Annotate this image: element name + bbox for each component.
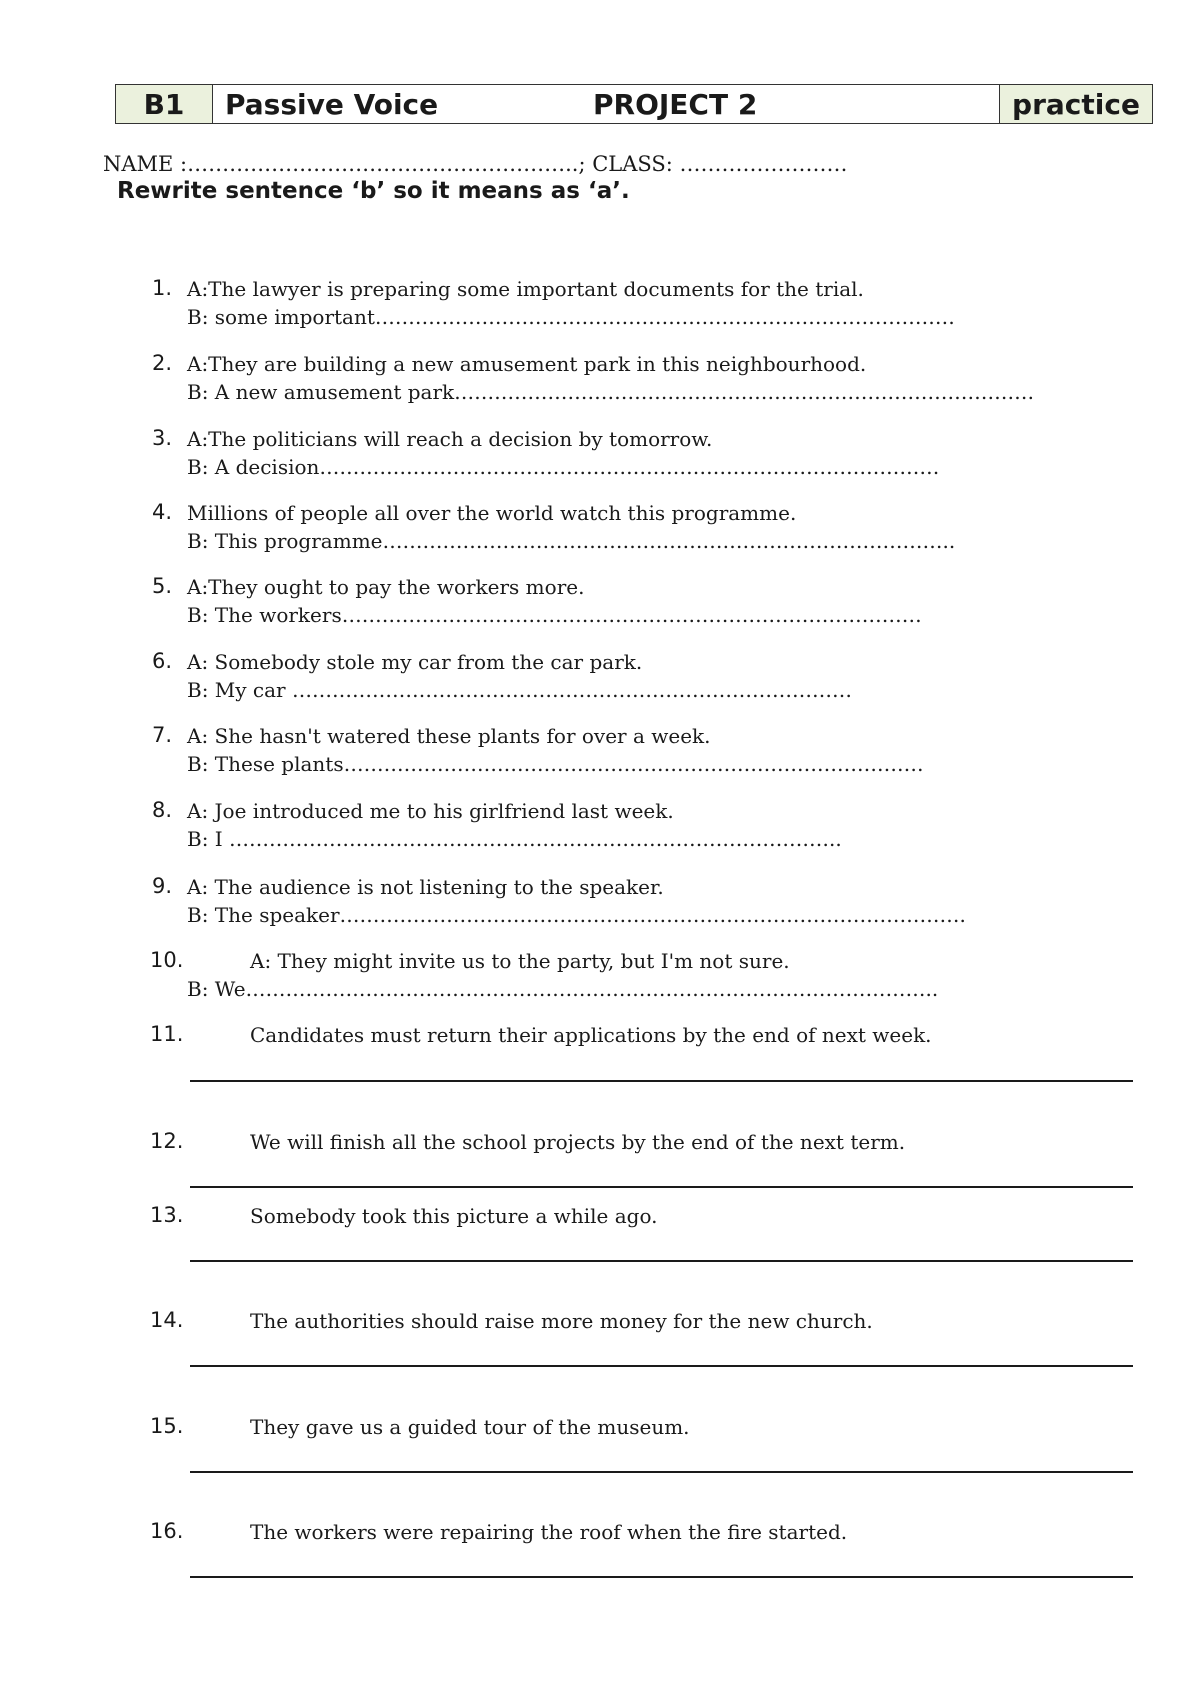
item-number: 7.	[152, 723, 173, 747]
sentence-a: A:They are building a new amusement park in this neighbourhood.	[187, 352, 867, 376]
answer-line[interactable]	[190, 1186, 1133, 1188]
sentence-a: A: The audience is not listening to the speaker.	[187, 875, 664, 899]
level-cell: B1	[116, 85, 213, 123]
answer-line[interactable]	[190, 1260, 1133, 1262]
sentence-a: Millions of people all over the world watch this programme.	[187, 501, 797, 525]
sentence-a: A:The politicians will reach a decision by tomorrow.	[187, 427, 713, 451]
sentence-text: They gave us a guided tour of the museum.	[250, 1415, 690, 1439]
item-number: 16.	[150, 1519, 184, 1543]
answer-line[interactable]	[190, 1080, 1133, 1082]
sentence-b[interactable]: B: A new amusement park……………………………………………………………………………	[187, 380, 1035, 404]
item-number: 2.	[152, 351, 173, 375]
item-number: 1.	[152, 276, 173, 300]
sentence-b[interactable]: B: We…………………………………………………………………………………………..	[187, 977, 939, 1001]
sentence-a: A: She hasn't watered these plants for over a week.	[187, 724, 711, 748]
sentence-a: A: Joe introduced me to his girlfriend last week.	[187, 799, 674, 823]
item-number: 9.	[152, 874, 173, 898]
item-number: 15.	[150, 1414, 184, 1438]
item-number: 3.	[152, 426, 173, 450]
sentence-b[interactable]: B: These plants……………………………………………………………………………	[187, 752, 924, 776]
answer-line[interactable]	[190, 1365, 1133, 1367]
sentence-text: Somebody took this picture a while ago.	[250, 1204, 658, 1228]
sentence-text: The workers were repairing the roof when the fire started.	[250, 1520, 848, 1544]
header-table	[115, 84, 1153, 124]
item-number: 13.	[150, 1203, 184, 1227]
topic-label: Passive Voice	[225, 87, 439, 121]
item-number: 14.	[150, 1308, 184, 1332]
instruction: Rewrite sentence ‘b’ so it means as ‘a’.	[117, 178, 630, 204]
topic-cell	[213, 85, 1000, 123]
answer-line[interactable]	[190, 1471, 1133, 1473]
sentence-b[interactable]: B: My car …………………………………………………………………………	[187, 678, 852, 702]
item-number: 6.	[152, 649, 173, 673]
item-number: 4.	[152, 500, 173, 524]
sentence-b[interactable]: B: some important……………………………………………………………………………	[187, 305, 955, 329]
sentence-b[interactable]: B: The speaker………………………………………………………………………………….	[187, 903, 966, 927]
sentence-b[interactable]: B: A decision…………………………………………………………………………………	[187, 455, 940, 479]
sentence-text: We will finish all the school projects by the end of the next term.	[250, 1130, 906, 1154]
sentence-b[interactable]: B: The workers……………………………………………………………………………	[187, 603, 922, 627]
sentence-a: A:They ought to pay the workers more.	[187, 575, 585, 599]
name-class-row: NAME :………………………………………………..; CLASS: ……………………	[103, 152, 848, 176]
sentence-b[interactable]: B: This programme…………………………………………………………………………..	[187, 529, 956, 553]
answer-line[interactable]	[190, 1576, 1133, 1578]
sentence-a: A: Somebody stole my car from the car park.	[187, 650, 643, 674]
sentence-text: Candidates must return their applications by the end of next week.	[250, 1023, 932, 1047]
type-cell: practice	[1012, 87, 1140, 121]
item-number: 12.	[150, 1129, 184, 1153]
item-number: 8.	[152, 798, 173, 822]
sentence-text: The authorities should raise more money for the new church.	[250, 1309, 873, 1333]
item-number: 11.	[150, 1022, 184, 1046]
item-number: 5.	[152, 574, 173, 598]
item-number: 10.	[150, 948, 184, 972]
project-label: PROJECT 2	[593, 87, 758, 121]
sentence-a: A: They might invite us to the party, but I'm not sure.	[250, 949, 790, 973]
sentence-a: A:The lawyer is preparing some important documents for the trial.	[187, 277, 864, 301]
sentence-b[interactable]: B: I ………………………………………………………………………………..	[187, 827, 842, 851]
